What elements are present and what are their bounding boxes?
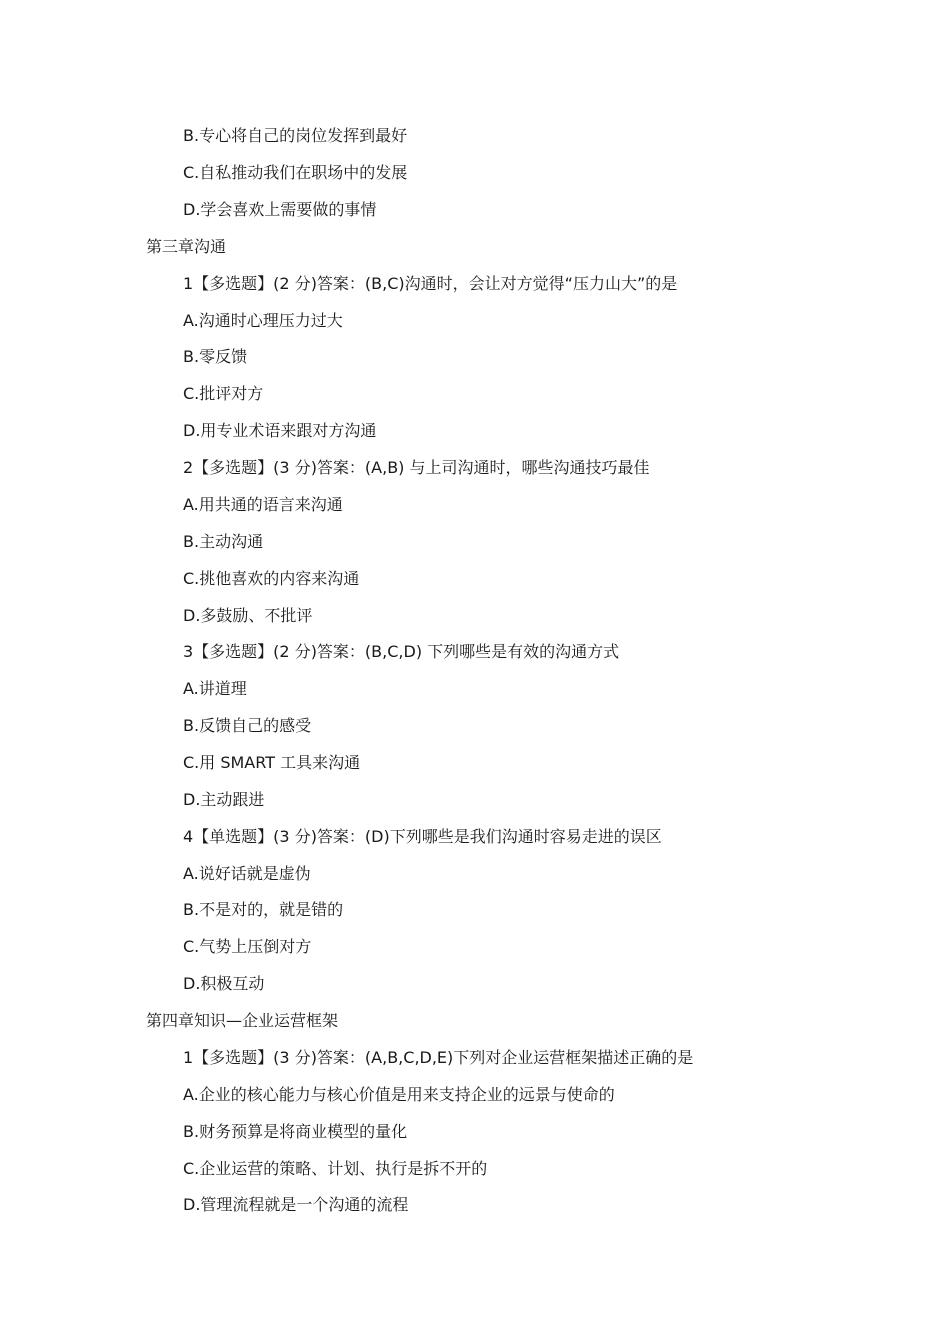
option-b: B.不是对的，就是错的: [183, 900, 344, 919]
option-d: D.多鼓励、不批评: [183, 606, 313, 625]
option-a: A.沟通时心理压力过大: [183, 311, 343, 330]
option-a: A.企业的核心能力与核心价值是用来支持企业的远景与使命的: [183, 1085, 615, 1104]
option-b: B.专心将自己的岗位发挥到最好: [183, 126, 408, 145]
option-c: C.气势上压倒对方: [183, 937, 312, 956]
option-d: D.学会喜欢上需要做的事情: [183, 200, 377, 219]
option-c: C.自私推动我们在职场中的发展: [183, 163, 408, 182]
question-stem: 4【单选题】(3 分)答案：(D)下列哪些是我们沟通时容易走进的误区: [183, 827, 662, 846]
option-d: D.用专业术语来跟对方沟通: [183, 421, 377, 440]
option-c: C.挑他喜欢的内容来沟通: [183, 569, 360, 588]
question-stem: 3【多选题】(2 分)答案：(B,C,D) 下列哪些是有效的沟通方式: [183, 642, 620, 661]
option-d: D.积极互动: [183, 974, 265, 993]
option-a: A.用共通的语言来沟通: [183, 495, 343, 514]
option-b: B.财务预算是将商业模型的量化: [183, 1122, 408, 1141]
option-b: B.反馈自己的感受: [183, 716, 312, 735]
option-d: D.管理流程就是一个沟通的流程: [183, 1195, 409, 1214]
option-b: B.主动沟通: [183, 532, 264, 551]
option-a: A.讲道理: [183, 679, 247, 698]
option-a: A.说好话就是虚伪: [183, 864, 311, 883]
question-stem: 2【多选题】(3 分)答案：(A,B) 与上司沟通时，哪些沟通技巧最佳: [183, 458, 650, 477]
chapter-3-title: 第三章沟通: [146, 237, 227, 256]
question-stem: 1【多选题】(2 分)答案：(B,C)沟通时，会让对方觉得“压力山大”的是: [183, 274, 678, 293]
question-stem: 1【多选题】(3 分)答案：(A,B,C,D,E)下列对企业运营框架描述正确的是: [183, 1048, 694, 1067]
option-c: C.企业运营的策略、计划、执行是拆不开的: [183, 1159, 488, 1178]
chapter-4-title: 第四章知识—企业运营框架: [146, 1011, 339, 1030]
option-c: C.批评对方: [183, 384, 264, 403]
option-b: B.零反馈: [183, 347, 248, 366]
option-c: C.用 SMART 工具来沟通: [183, 753, 361, 772]
option-d: D.主动跟进: [183, 790, 265, 809]
